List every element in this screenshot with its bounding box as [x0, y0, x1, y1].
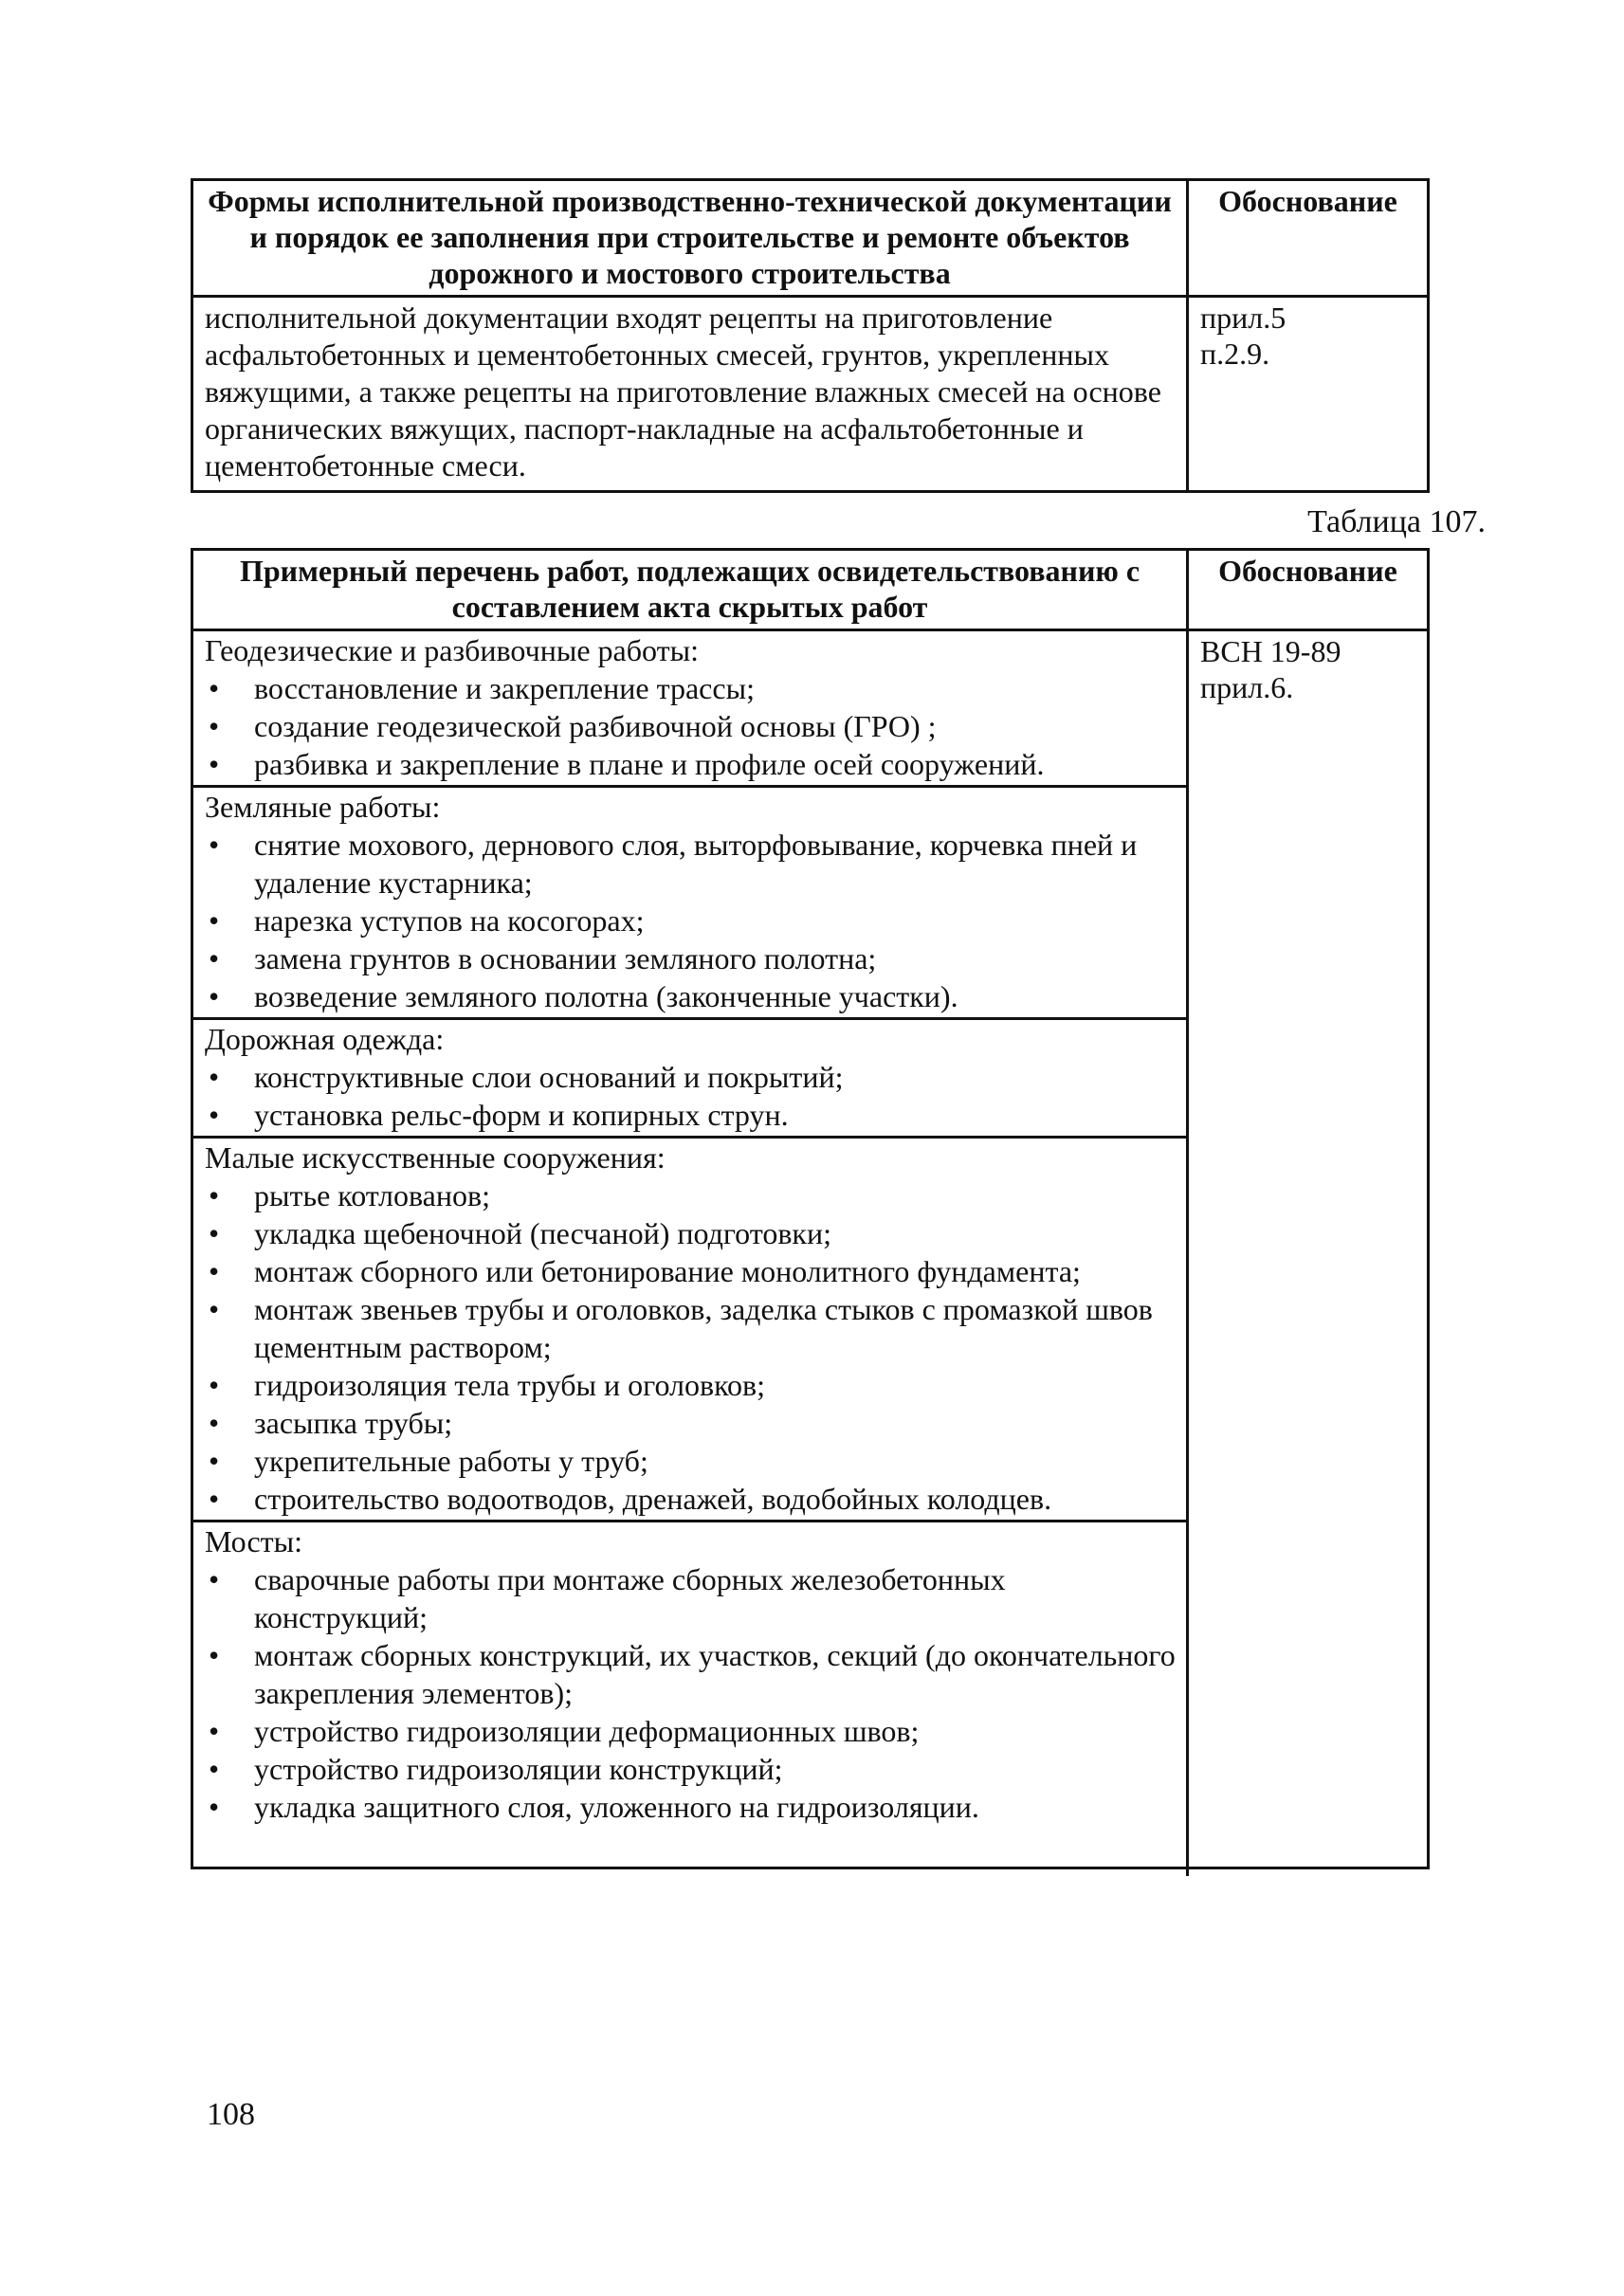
- table-header: [193, 551, 1427, 631]
- list-item-text: укрепительные работы у труб;: [254, 1444, 648, 1478]
- work-list: [205, 1058, 1178, 1134]
- list-item: [205, 1636, 1178, 1712]
- table-caption: Таблица 107.: [1307, 504, 1486, 539]
- bullet-icon: •: [209, 709, 220, 743]
- list-item: [205, 1442, 1178, 1480]
- table-107: [191, 548, 1430, 1869]
- list-item-text: рытье котлованов;: [254, 1178, 490, 1212]
- basis-line-2: п.2.9.: [1200, 337, 1270, 371]
- list-item-text: установка рельс-форм и копирных струн.: [254, 1098, 789, 1132]
- list-item: [205, 1560, 1178, 1636]
- bullet-icon: •: [209, 1216, 220, 1250]
- work-section: [193, 631, 1186, 788]
- list-item: [205, 1176, 1178, 1214]
- table-header: [193, 181, 1427, 298]
- list-item: [205, 1214, 1178, 1252]
- list-item: [205, 977, 1178, 1015]
- list-item: [205, 902, 1178, 939]
- bullet-icon: •: [209, 979, 220, 1013]
- bullet-icon: •: [209, 1178, 220, 1212]
- header-forms-cell: Формы исполнительной производственно-технической документации и порядок ее заполнения при строительстве и ремонте объектов дорожного и мостового строительства: [193, 181, 1189, 295]
- table-body: [193, 631, 1427, 1876]
- table-continuation: [191, 178, 1430, 493]
- bullet-icon: •: [209, 903, 220, 938]
- work-section: [193, 1522, 1186, 1828]
- list-item: [205, 1366, 1178, 1404]
- section-title: Земляные работы:: [205, 790, 441, 824]
- work-section: [193, 1139, 1186, 1522]
- list-item: [205, 669, 1178, 707]
- work-list: [205, 826, 1178, 1015]
- section-title: Дорожная одежда:: [205, 1022, 445, 1056]
- list-item-text: восстановление и закрепление трассы;: [254, 671, 755, 705]
- list-item: [205, 1480, 1178, 1518]
- bullet-icon: •: [209, 941, 220, 975]
- list-item: [205, 1290, 1178, 1366]
- bullet-icon: •: [209, 671, 220, 705]
- list-item: [205, 1750, 1178, 1788]
- header-basis-cell: Обоснование: [1218, 184, 1397, 218]
- basis-cell: [1189, 631, 1427, 1876]
- list-item-text: монтаж сборных конструкций, их участков, секций (до окончательного закрепления элементов);: [254, 1638, 1176, 1710]
- works-column: [193, 631, 1189, 1876]
- bullet-icon: •: [209, 1444, 220, 1478]
- list-item-text: гидроизоляция тела трубы и оголовков;: [254, 1368, 766, 1402]
- bullet-icon: •: [209, 1752, 220, 1786]
- bullet-icon: •: [209, 1292, 220, 1326]
- page-number: 108: [207, 2097, 255, 2132]
- list-item-text: конструктивные слои оснований и покрытий;: [254, 1060, 844, 1094]
- bullet-icon: •: [209, 828, 220, 862]
- section-title: Мосты:: [205, 1524, 303, 1558]
- list-item-text: устройство гидроизоляции конструкций;: [254, 1752, 783, 1786]
- list-item: [205, 826, 1178, 902]
- list-item-text: снятие мохового, дернового слоя, выторфовывание, корчевка пней и удаление кустарника;: [254, 828, 1138, 900]
- basis-cell: [1189, 298, 1427, 490]
- list-item-text: нарезка уступов на косогорах;: [254, 903, 645, 938]
- list-item: [205, 1058, 1178, 1096]
- header-basis-cell: Обоснование: [1218, 554, 1397, 588]
- list-item: [205, 1252, 1178, 1290]
- list-item-text: устройство гидроизоляции деформационных швов;: [254, 1714, 920, 1748]
- list-item: [205, 939, 1178, 977]
- list-item: [205, 707, 1178, 745]
- bullet-icon: •: [209, 1562, 220, 1596]
- header-works-cell: Примерный перечень работ, подлежащих освидетельствованию с составлением акта скрытых работ: [193, 551, 1189, 629]
- basis-line-2: прил.6.: [1200, 670, 1294, 704]
- list-item-text: создание геодезической разбивочной основы (ГРО) ;: [254, 709, 937, 743]
- bullet-icon: •: [209, 1482, 220, 1516]
- list-item-text: сварочные работы при монтаже сборных железобетонных конструкций;: [254, 1562, 1006, 1634]
- bullet-icon: •: [209, 1368, 220, 1402]
- list-item-text: разбивка и закрепление в плане и профиле осей сооружений.: [254, 747, 1045, 781]
- list-item-text: замена грунтов в основании земляного полотна;: [254, 941, 877, 975]
- list-item-text: засыпка трубы;: [254, 1406, 453, 1440]
- work-section: [193, 1020, 1186, 1139]
- bullet-icon: •: [209, 1254, 220, 1288]
- section-title: Геодезические и разбивочные работы:: [205, 633, 699, 667]
- list-item: [205, 1788, 1178, 1826]
- list-item-text: возведение земляного полотна (законченные участки).: [254, 979, 958, 1013]
- list-item-text: монтаж сборного или бетонирование монолитного фундамента;: [254, 1254, 1081, 1288]
- list-item-text: строительство водоотводов, дренажей, водобойных колодцев.: [254, 1482, 1052, 1516]
- bullet-icon: •: [209, 1406, 220, 1440]
- bullet-icon: •: [209, 747, 220, 781]
- work-section: [193, 788, 1186, 1020]
- list-item-text: укладка защитного слоя, уложенного на гидроизоляции.: [254, 1790, 979, 1824]
- section-title: Малые искусственные сооружения:: [205, 1140, 666, 1175]
- list-item: [205, 745, 1178, 783]
- basis-line-1: прил.5: [1200, 301, 1286, 335]
- list-item-text: укладка щебеночной (песчаной) подготовки;: [254, 1216, 831, 1250]
- bullet-icon: •: [209, 1714, 220, 1748]
- list-item: [205, 1712, 1178, 1750]
- work-list: [205, 669, 1178, 783]
- bullet-icon: •: [209, 1098, 220, 1132]
- continuation-text: исполнительной документации входят рецепты на приготовление асфальтобетонных и цементобетонных смесей, грунтов, укрепленных вяжущими, а также рецепты на приготовление влажных смесей на основе органических вяжущих, паспорт-накладные на асфальтобетонные и цементобетонные смеси.: [205, 301, 1161, 483]
- bullet-icon: •: [209, 1638, 220, 1672]
- work-list: [205, 1560, 1178, 1826]
- list-item-text: монтаж звеньев трубы и оголовков, заделка стыков с промазкой швов цементным раствором;: [254, 1292, 1153, 1364]
- basis-line-1: ВСН 19-89: [1200, 634, 1341, 668]
- table-body: [193, 298, 1427, 490]
- bullet-icon: •: [209, 1060, 220, 1094]
- list-item: [205, 1404, 1178, 1442]
- bullet-icon: •: [209, 1790, 220, 1824]
- work-list: [205, 1176, 1178, 1518]
- list-item: [205, 1096, 1178, 1134]
